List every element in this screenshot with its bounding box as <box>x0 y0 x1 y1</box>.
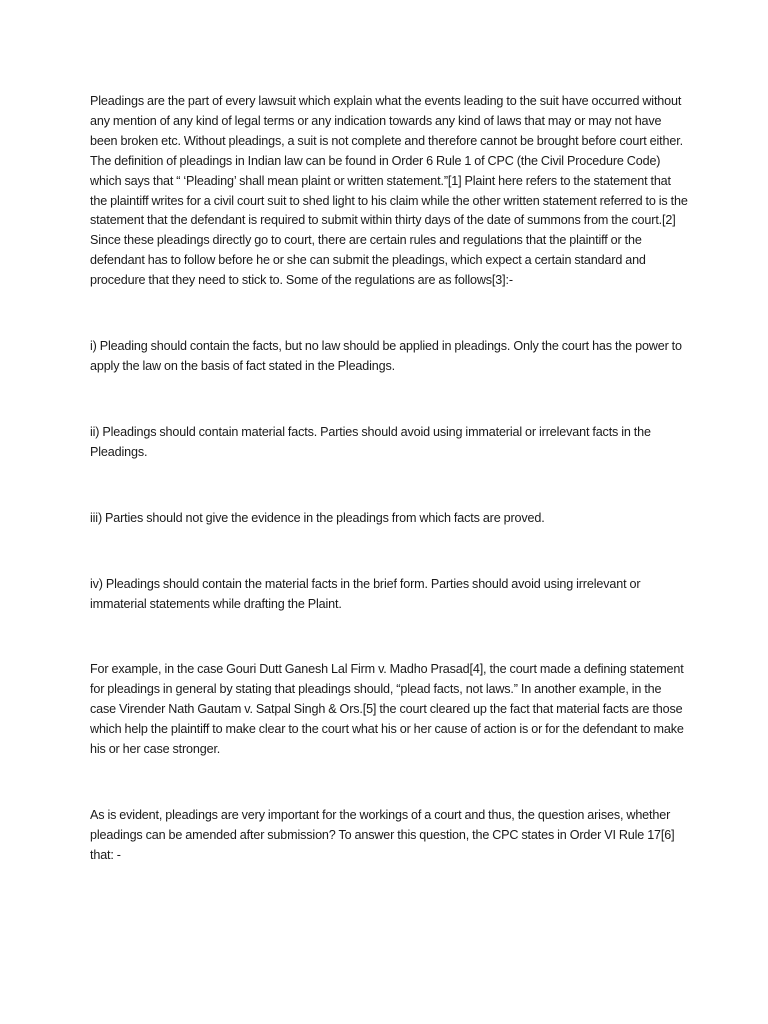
example-paragraph: For example, in the case Gouri Dutt Ganesh Lal Firm v. Madho Prasad[4], the court made a defining statement for pleadings in general by stating that pleadings should, “plead facts, not laws.” In another example, in the case Virender Nath Gautam v. Satpal Singh & Ors.[5] the court cleared up the fact that material facts are those which help the plaintiff to make clear to the court what his or her cause of action is or for the defendant to make his or her case stronger. <box>90 662 684 757</box>
regulation-item-1: i) Pleading should contain the facts, but no law should be applied in pleadings. Only the court has the power to apply the law on the basis of fact stated in the Pleadings. <box>90 339 682 373</box>
regulation-item-2: ii) Pleadings should contain material facts. Parties should avoid using immaterial or irrelevant facts in the Pleadings. <box>90 424 651 459</box>
intro-paragraph: Pleadings are the part of every lawsuit which explain what the events leading to the suit have occurred without any mention of any kind of legal terms or any indication towards any kind of laws that may or may not have been broken etc. Without pleadings, a suit is not complete and therefore cannot be brought before court either. The definition of pleadings in Indian law can be found in Order 6 Rule 1 of CPC (the Civil Procedure Code) which says that “ ‘Pleading’ shall mean plaint or written statement.”[1] Plaint here refers to the statement that the plaintiff writes for a civil court suit to shed light to his claim while the other written statement referred to is the statement that the defendant is required to submit within thirty days of the date of summons from the court.[2] Since these pleadings directly go to court, there are certain rules and regulations that the plaintiff or the defendant has to follow before he or she can submit the pleadings, which expect a certain standard and procedure that they need to stick to. Some of the regulations are as follows[3]:- <box>90 94 688 288</box>
document-page <box>90 92 690 866</box>
regulation-item-4: iv) Pleadings should contain the material facts in the brief form. Parties should avoid using irrelevant or immaterial statements while drafting the Plaint. <box>90 576 641 611</box>
amendment-question-paragraph: As is evident, pleadings are very important for the workings of a court and thus, the question arises, whether pleadings can be amended after submission? To answer this question, the CPC states in Order VI Rule 17[6] that: - <box>90 807 675 862</box>
regulation-item-3: iii) Parties should not give the evidence in the pleadings from which facts are proved. <box>90 510 545 525</box>
